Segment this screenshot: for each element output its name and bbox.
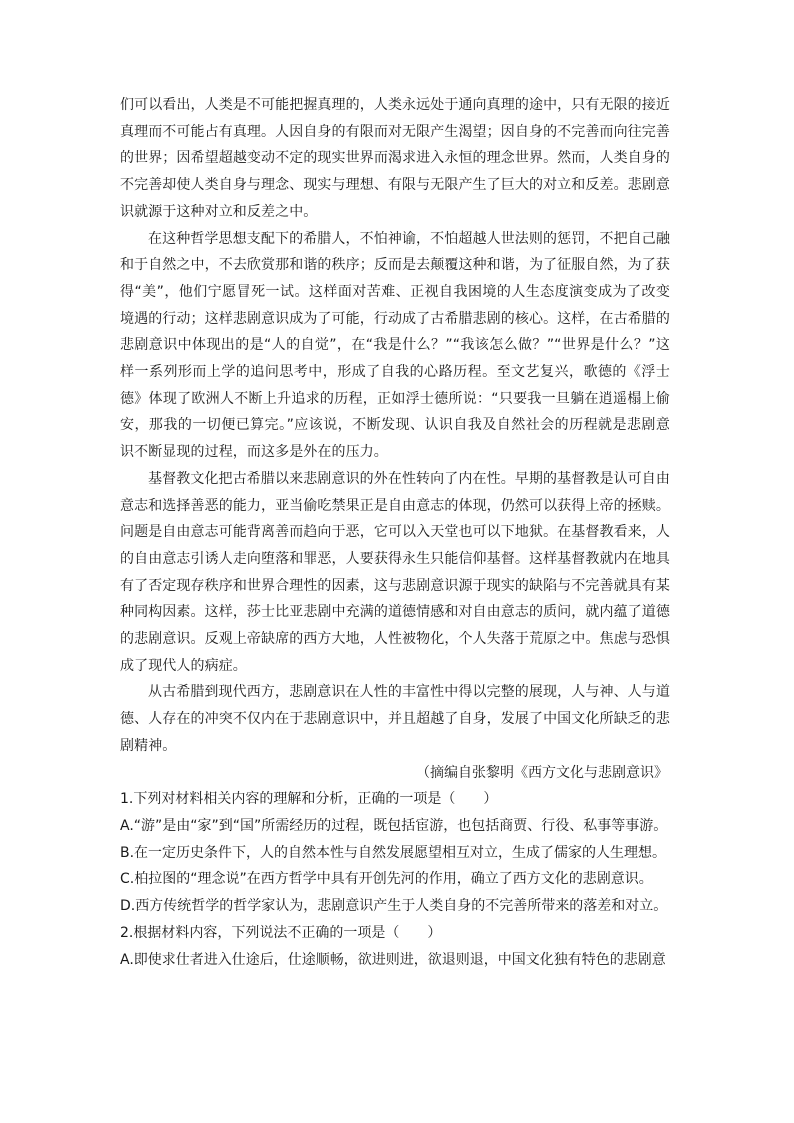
question-1-stem: 1.下列对材料相关内容的理解和分析，正确的一项是（ ） xyxy=(120,791,498,808)
question-2-option-a: A.即使求仕者进入仕途后，仕途顺畅，欲进则进，欲退则退，中国文化独有特色的悲剧意 xyxy=(120,951,666,968)
passage-paragraph-2: 在这种哲学思想支配下的希腊人，不怕神谕，不怕超越人世法则的惩罚，不把自己融和于自然之中，不去欣赏那和谐的秩序；反而是去颠覆这种和谐，为了征服自然，为了获得“美”，他们宁愿冒死一试。这样面对苦难、正视自我困境的人生态度演变成为了改变境遇的行动；这样悲剧意识成为了可能，行动成了古希腊悲剧的核心。这样，在古希腊的悲剧意识中体现出的是“人的自觉”，在“我是什么？”“我该怎么做？”“世界是什么？”这样一系列形而上学的追问思考中，形成了自我的心路历程。至文艺复兴，歌德的《浮士德》体现了欧洲人不断上升追求的历程，正如浮士德所说：“只要我一旦躺在逍遥榻上偷安，那我的一切便已算完。”应该说，不断发现、认识自我及自然社会的历程就是悲剧意识不断显现的过程，而这多是外在的压力。 xyxy=(120,230,670,461)
question-1-option-c: C.柏拉图的“理念说”在西方哲学中具有开创先河的作用，确立了西方文化的悲剧意识。 xyxy=(120,871,653,888)
document-page xyxy=(120,92,670,973)
question-1 xyxy=(120,786,670,920)
question-1-option-a: A.“游”是由“家”到“国”所需经历的过程，既包括宦游，也包括商贾、行役、私事等事游。 xyxy=(120,817,668,834)
passage-source: （摘编自张黎明《西方文化与悲剧意识》 xyxy=(416,764,668,781)
passage-paragraph-1: 们可以看出，人类是不可能把握真理的，人类永远处于通向真理的途中，只有无限的接近真理而不可能占有真理。人因自身的有限而对无限产生渴望；因自身的不完善而向往完善的世界；因希望超越变动不定的现实世界而渴求进入永恒的理念世界。然而，人类自身的不完善却使人类自身与理念、现实与理想、有限与无限产生了巨大的对立和反差。悲剧意识就源于这种对立和反差之中。 xyxy=(120,97,670,220)
question-1-option-d: D.西方传统哲学的哲学家认为，悲剧意识产生于人类自身的不完善所带来的落差和对立。 xyxy=(120,898,668,915)
question-2 xyxy=(120,920,670,973)
passage-paragraph-4: 从古希腊到现代西方，悲剧意识在人性的丰富性中得以完整的展现，人与神、人与道德、人存在的冲突不仅内在于悲剧意识中，并且超越了自身，发展了中国文化所缺乏的悲剧精神。 xyxy=(120,684,670,754)
passage-paragraph-3: 基督教文化把古希腊以来悲剧意识的外在性转向了内在性。早期的基督教是认可自由意志和选择善恶的能力，亚当偷吃禁果正是自由意志的体现，仍然可以获得上帝的拯赎。问题是自由意志可能背离善而趋向于恶，它可以入天堂也可以下地狱。在基督教看来，人的自由意志引诱人走向堕落和罪恶，人要获得永生只能信仰基督。这样基督教就内在地具有了否定现存秩序和世界合理性的因素，这与悲剧意识源于现实的缺陷与不完善就具有某种同构因素。这样，莎士比亚悲剧中充满的道德情感和对自由意志的质问，就内蕴了道德的悲剧意识。反观上帝缺席的西方大地，人性被物化，个人失落于荒原之中。焦虑与恐惧成了现代人的病症。 xyxy=(120,470,670,674)
question-1-option-b: B.在一定历史条件下，人的自然本性与自然发展愿望相互对立，生成了儒家的人生理想。 xyxy=(120,844,667,861)
question-2-stem: 2.根据材料内容，下列说法不正确的一项是（ ） xyxy=(120,924,442,941)
